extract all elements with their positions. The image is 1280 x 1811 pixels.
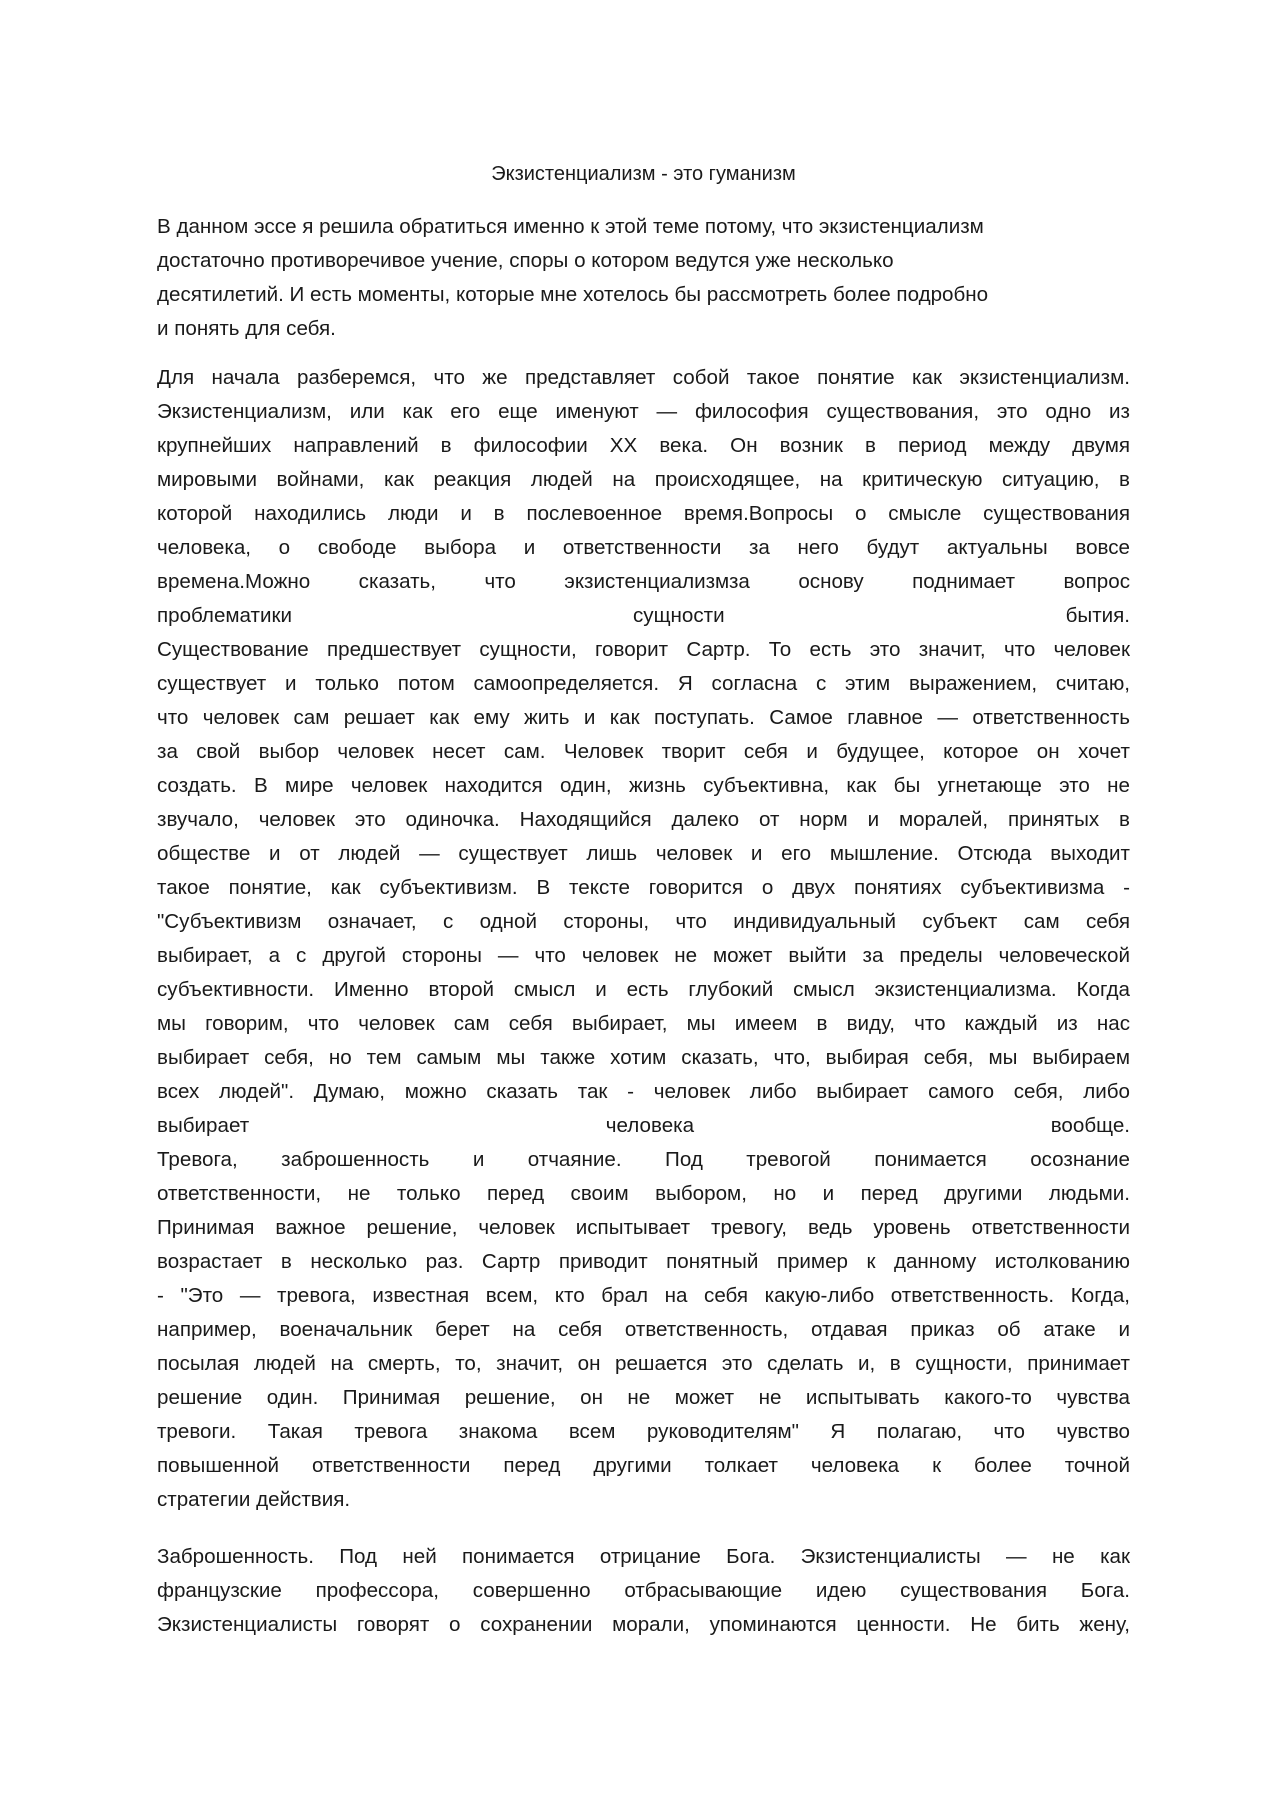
text-line: которой находились люди и в послевоенное время.Вопросы о смысле существования <box>157 502 1130 525</box>
text-line: возрастает в несколько раз. Сартр приводит понятный пример к данному истолкованию <box>157 1250 1130 1273</box>
text-line: Тревога, заброшенность и отчаяние. Под тревогой понимается осознание <box>157 1148 1130 1171</box>
text-line: мировыми войнами, как реакция людей на происходящее, на критическую ситуацию, в <box>157 468 1130 491</box>
document-title: Экзистенциализм - это гуманизм <box>491 163 796 185</box>
text-line: повышенной ответственности перед другими толкает человека к более точной <box>157 1454 1130 1477</box>
text-line: Принимая важное решение, человек испытывает тревогу, ведь уровень ответственности <box>157 1216 1130 1239</box>
text-line: Для начала разберемся, что же представляет собой такое понятие как экзистенциализм. <box>157 366 1130 389</box>
text-line: достаточно противоречивое учение, споры о котором ведутся уже несколько <box>157 249 894 272</box>
text-line: выбирает себя, но тем самым мы также хотим сказать, что, выбирая себя, мы выбираем <box>157 1046 1130 1069</box>
text-line: проблематики сущности бытия. <box>157 604 1130 627</box>
document-page <box>157 0 1130 1811</box>
text-line: тревоги. Такая тревога знакома всем руководителям" Я полагаю, что чувство <box>157 1420 1130 1443</box>
text-line: французские профессора, совершенно отбрасывающие идею существования Бога. <box>157 1579 1130 1602</box>
text-line: мы говорим, что человек сам себя выбирает, мы имеем в виду, что каждый из нас <box>157 1012 1130 1035</box>
text-line: звучало, человек это одиночка. Находящийся далеко от норм и моралей, принятых в <box>157 808 1130 831</box>
text-line: десятилетий. И есть моменты, которые мне хотелось бы рассмотреть более подробно <box>157 283 989 306</box>
paragraph-intro <box>157 210 1130 346</box>
text-line: - "Это — тревога, известная всем, кто брал на себя какую-либо ответственность. Когда, <box>157 1284 1130 1307</box>
text-line: Заброшенность. Под ней понимается отрицание Бога. Экзистенциалисты — не как <box>157 1545 1130 1568</box>
text-line: Экзистенциалисты говорят о сохранении морали, упоминаются ценности. Не бить жену, <box>157 1613 1130 1636</box>
text-line: решение один. Принимая решение, он не может не испытывать какого-то чувства <box>157 1386 1130 1409</box>
text-line: субъективности. Именно второй смысл и есть глубокий смысл экзистенциализма. Когда <box>157 978 1130 1001</box>
text-line: выбирает, а с другой стороны — что человек не может выйти за пределы человеческой <box>157 944 1130 967</box>
text-line: всех людей". Думаю, можно сказать так - человек либо выбирает самого себя, либо <box>157 1080 1130 1103</box>
text-line: создать. В мире человек находится один, жизнь субъективна, как бы угнетающе это не <box>157 774 1130 797</box>
text-line: стратегии действия. <box>157 1488 351 1511</box>
text-line: что человек сам решает как ему жить и как поступать. Самое главное — ответственность <box>157 706 1130 729</box>
text-line: Экзистенциализм, или как его еще именуют — философия существования, это одно из <box>157 400 1130 423</box>
text-line: "Субъективизм означает, с одной стороны, что индивидуальный субъект сам себя <box>157 910 1130 933</box>
paragraph-abandonment <box>157 1540 1130 1642</box>
text-line: выбирает человека вообще. <box>157 1114 1130 1137</box>
text-line: крупнейших направлений в философии XX века. Он возник в период между двумя <box>157 434 1130 457</box>
text-line: существует и только потом самоопределяется. Я согласна с этим выражением, считаю, <box>157 672 1130 695</box>
text-line: за свой выбор человек несет сам. Человек творит себя и будущее, которое он хочет <box>157 740 1130 763</box>
text-line: посылая людей на смерть, то, значит, он решается это сделать и, в сущности, принимает <box>157 1352 1130 1375</box>
text-line: обществе и от людей — существует лишь человек и его мышление. Отсюда выходит <box>157 842 1130 865</box>
text-line: например, военачальник берет на себя ответственность, отдавая приказ об атаке и <box>157 1318 1130 1341</box>
paragraph-main <box>157 361 1130 1517</box>
text-line: времена.Можно сказать, что экзистенциализмза основу поднимает вопрос <box>157 570 1130 593</box>
text-line: Существование предшествует сущности, говорит Сартр. То есть это значит, что человек <box>157 638 1130 661</box>
text-line: и понять для себя. <box>157 317 336 340</box>
text-line: ответственности, не только перед своим выбором, но и перед другими людьми. <box>157 1182 1130 1205</box>
text-line: В данном эссе я решила обратиться именно к этой теме потому, что экзистенциализм <box>157 215 984 238</box>
text-line: человека, о свободе выбора и ответственности за него будут актуальны вовсе <box>157 536 1130 559</box>
text-line: такое понятие, как субъективизм. В тексте говорится о двух понятиях субъективизма - <box>157 876 1130 899</box>
